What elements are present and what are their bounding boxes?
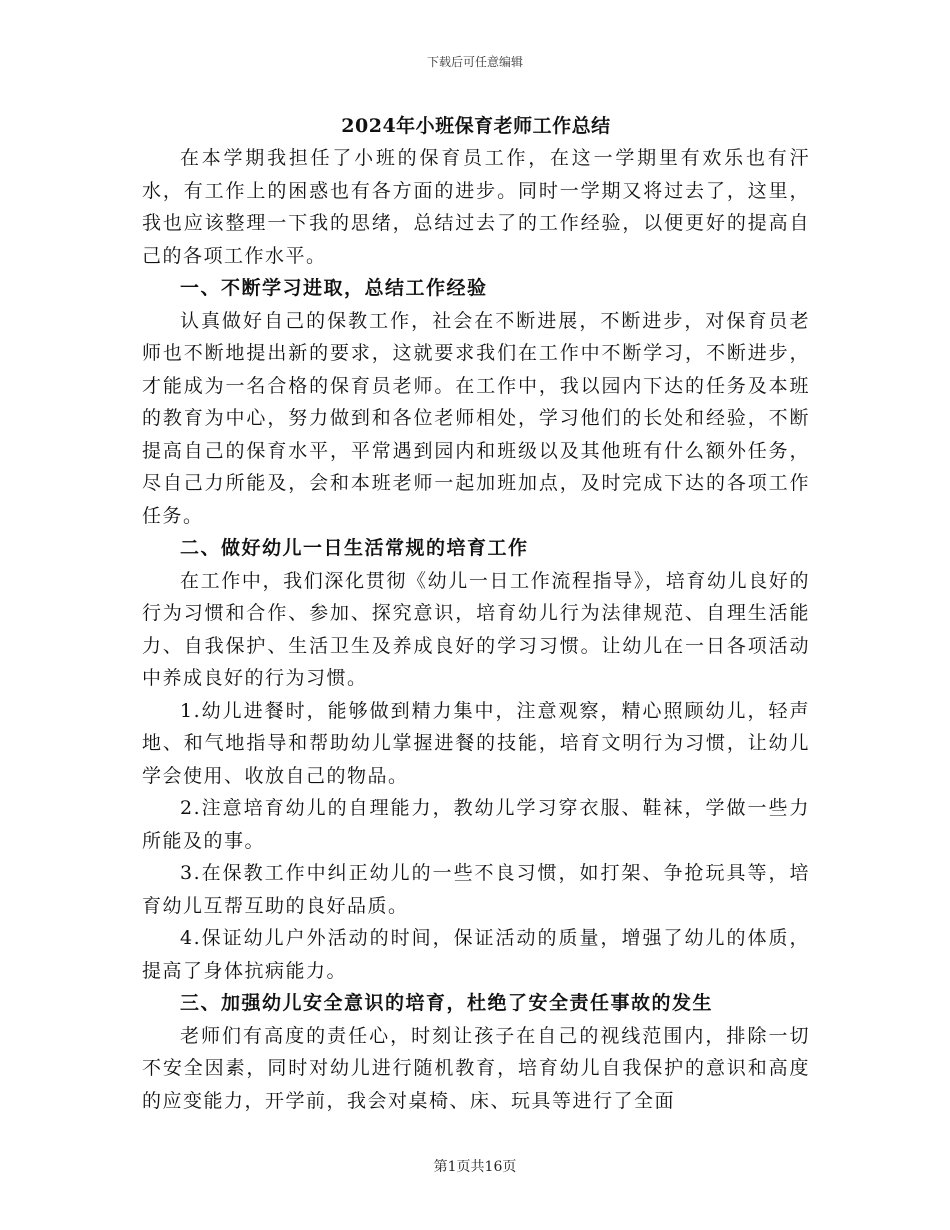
- section-heading-3: 三、加强幼儿安全意识的培育，杜绝了安全责任事故的发生: [180, 992, 714, 1014]
- page-header: 下载后可任意编辑: [426, 55, 523, 69]
- paragraph-section-3: 老师们有高度的责任心，时刻让孩子在自己的视线范围内，排除一切不安全因素，同时对幼儿进行随机教育，培育幼儿自我保护的意识和高度的应变能力，开学前，我会对桌椅、床、玩具等进行了全面: [142, 1024, 810, 1112]
- paragraph-section-1: 认真做好自己的保教工作，社会在不断进展，不断进步，对保育员老师也不断地提出新的要求，这就要求我们在工作中不断学习，不断进步，才能成为一名合格的保育员老师。在工作中，我以园内下达的任务及本班的教育为中心，努力做到和各位老师相处，学习他们的长处和经验，不断提高自己的保育水平，平常遇到园内和班级以及其他班有什么额外任务，尽自己力所能及，会和本班老师一起加班加点，及时完成下达的各项工作任务。: [142, 309, 810, 527]
- list-item-1: 1.幼儿进餐时，能够做到精力集中，注意观察，精心照顾幼儿，轻声地、和气地指导和帮助幼儿掌握进餐的技能，培育文明行为习惯，让幼儿学会使用、收放自己的物品。: [142, 699, 810, 787]
- list-item-2: 2.注意培育幼儿的自理能力，教幼儿学习穿衣服、鞋袜，学做一些力所能及的事。: [142, 797, 810, 852]
- list-item-4: 4.保证幼儿户外活动的时间，保证活动的质量，增强了幼儿的体质，提高了身体抗病能力。: [142, 927, 810, 982]
- paragraph-intro: 在本学期我担任了小班的保育员工作，在这一学期里有欢乐也有汗水，有工作上的困惑也有各方面的进步。同时一学期又将过去了，这里，我也应该整理一下我的思绪，总结过去了的工作经验，以便更好的提高自己的各项工作水平。: [142, 147, 810, 267]
- list-item-3: 3.在保教工作中纠正幼儿的一些不良习惯，如打架、争抢玩具等，培育幼儿互帮互助的良好品质。: [142, 862, 810, 917]
- document-body: [142, 110, 810, 1117]
- section-heading-2: 二、做好幼儿一日生活常规的培育工作: [180, 537, 529, 559]
- section-heading-1: 一、不断学习进取，总结工作经验: [180, 277, 488, 299]
- document-title: 2024年小班保育老师工作总结: [341, 115, 611, 137]
- page-footer: 第1页共16页: [433, 1159, 517, 1175]
- paragraph-section-2: 在工作中，我们深化贯彻《幼儿一日工作流程指导》，培育幼儿良好的行为习惯和合作、参加、探究意识，培育幼儿行为法律规范、自理生活能力、自我保护、生活卫生及养成良好的学习习惯。让幼儿在一日各项活动中养成良好的行为习惯。: [142, 569, 810, 689]
